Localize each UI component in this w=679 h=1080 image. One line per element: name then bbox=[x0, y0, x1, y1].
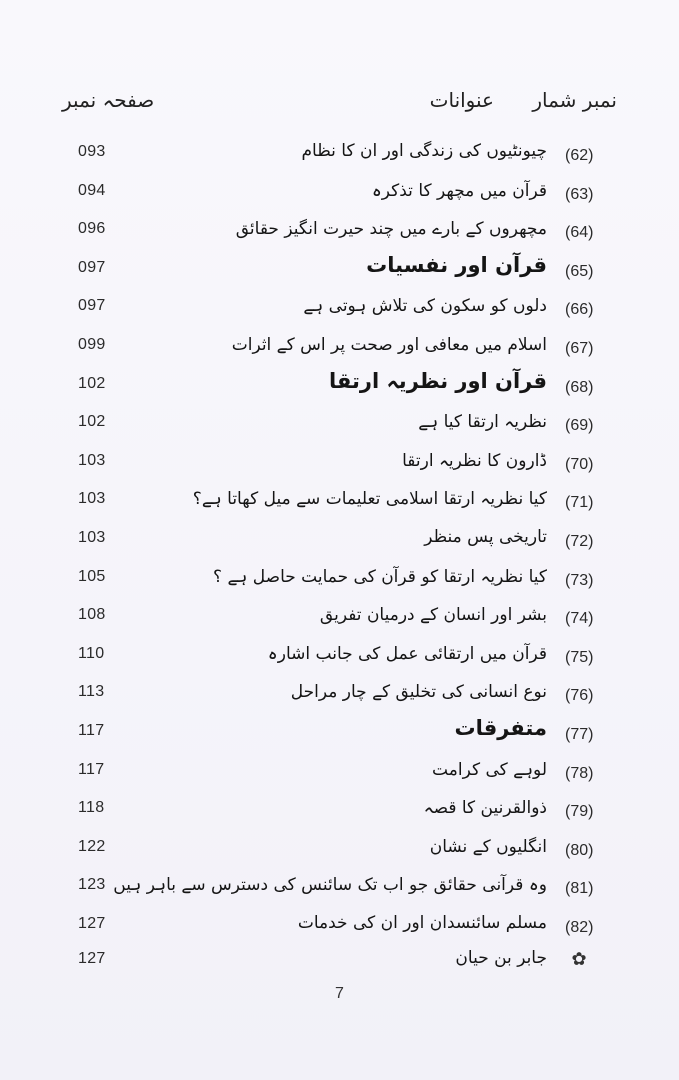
header-titles: عنوانات bbox=[429, 88, 494, 112]
toc-serial-number: (78) bbox=[565, 764, 594, 782]
toc-page-number: 096 bbox=[78, 220, 106, 238]
toc-page-number: 102 bbox=[78, 374, 106, 392]
toc-title: کیا نظریہ ارتقا کو قرآن کی حمایت حاصل ہے ؟ bbox=[213, 566, 547, 587]
toc-page-number: 103 bbox=[78, 529, 106, 546]
toc-serial-number: (81) bbox=[565, 880, 594, 898]
toc-serial-number: (71) bbox=[565, 494, 594, 512]
sub-entry-row bbox=[0, 950, 679, 988]
toc-serial-number: (76) bbox=[565, 687, 594, 705]
sub-entry-title: جابر بن حیان bbox=[455, 948, 547, 968]
toc-page-number: 127 bbox=[78, 915, 106, 932]
toc-row bbox=[0, 876, 679, 914]
toc-section-title: قرآن اور نفسیات bbox=[366, 252, 547, 277]
toc-page-number: 110 bbox=[78, 644, 105, 662]
toc-row bbox=[0, 182, 679, 220]
toc-serial-number: (73) bbox=[565, 571, 594, 589]
toc-title: نوع انسانی کی تخلیق کے چار مراحل bbox=[290, 682, 547, 703]
toc-title: کیا نظریہ ارتقا اسلامی تعلیمات سے میل کھاتا ہے؟ bbox=[192, 489, 547, 510]
toc-title: مسلم سائنسدان اور ان کی خدمات bbox=[297, 913, 547, 933]
toc-row bbox=[0, 716, 679, 760]
toc-row bbox=[0, 761, 679, 799]
toc-title: دلوں کو سکون کی تلاش ہوتی ہے bbox=[303, 296, 547, 317]
toc-serial-number: (70) bbox=[565, 455, 594, 473]
toc-row bbox=[0, 368, 679, 413]
toc-title: ڈارون کا نظریہ ارتقا bbox=[402, 450, 547, 471]
toc-page-number: 122 bbox=[78, 837, 106, 855]
toc-title: وہ قرآنی حقائق جو اب تک سائنس کی دسترس سے باہر ہیں bbox=[113, 875, 547, 896]
toc-row bbox=[0, 838, 679, 876]
toc-page-number: 103 bbox=[78, 490, 106, 508]
toc-serial-number: (75) bbox=[565, 648, 594, 666]
toc-serial-number: (82) bbox=[565, 919, 594, 936]
toc-page-number: 099 bbox=[78, 336, 106, 353]
toc-page-number: 094 bbox=[78, 181, 106, 199]
toc-page-number: 108 bbox=[78, 606, 106, 624]
toc-serial-number: (77) bbox=[565, 726, 594, 743]
toc-page-number: 117 bbox=[78, 722, 105, 739]
toc-page-number: 102 bbox=[78, 413, 106, 431]
toc-row bbox=[0, 645, 679, 683]
toc-serial-number: (67) bbox=[565, 340, 594, 357]
toc-page-number: 093 bbox=[78, 143, 106, 160]
toc-title: لوہے کی کرامت bbox=[432, 759, 547, 780]
toc-page-number: 103 bbox=[78, 451, 106, 469]
header-page: صفحہ نمبر bbox=[62, 88, 155, 112]
toc-title: قرآن میں ارتقائی عمل کی جانب اشارہ bbox=[267, 643, 547, 664]
toc-row bbox=[0, 683, 679, 721]
toc-title: نظریہ ارتقا کیا ہے bbox=[418, 412, 547, 433]
flower-star-icon: ✿ bbox=[571, 949, 587, 970]
toc-serial-number: (79) bbox=[565, 803, 594, 821]
toc-row bbox=[0, 413, 679, 451]
toc-row bbox=[0, 220, 679, 258]
toc-row bbox=[0, 529, 679, 567]
toc-serial-number: (66) bbox=[565, 301, 594, 319]
toc-serial-number: (74) bbox=[565, 610, 594, 628]
toc-row bbox=[0, 252, 679, 297]
toc-title: بشر اور انسان کے درمیان تفریق bbox=[319, 605, 547, 626]
toc-row bbox=[0, 799, 679, 837]
toc-serial-number: (68) bbox=[565, 378, 594, 396]
toc-title: مچھروں کے بارے میں چند حیرت انگیز حقائق bbox=[235, 219, 547, 240]
toc-title: قرآن میں مچھر کا تذکرہ bbox=[371, 180, 547, 201]
toc-row bbox=[0, 568, 679, 606]
toc-row bbox=[0, 915, 679, 953]
toc-section-title: متفرقات bbox=[454, 716, 547, 740]
toc-serial-number: (72) bbox=[565, 533, 594, 550]
toc-row bbox=[0, 143, 679, 181]
toc-page-number: 118 bbox=[78, 799, 105, 817]
toc-row bbox=[0, 490, 679, 528]
sub-entry-page: 127 bbox=[78, 950, 106, 967]
toc-title: ذوالقرنین کا قصہ bbox=[423, 798, 547, 819]
toc-title: چیونٹیوں کی زندگی اور ان کا نظام bbox=[301, 141, 547, 161]
toc-serial-number: (69) bbox=[565, 417, 594, 435]
toc-page-number: 117 bbox=[78, 760, 105, 778]
toc-title: اسلام میں معافی اور صحت پر اس کے اثرات bbox=[231, 335, 547, 355]
toc-page-number: 123 bbox=[78, 876, 106, 894]
header-number: نمبر شمار bbox=[532, 88, 617, 112]
toc-title: انگلیوں کے نشان bbox=[429, 836, 547, 857]
toc-title: تاریخی پس منظر bbox=[424, 527, 547, 547]
toc-page-number: 097 bbox=[78, 297, 106, 315]
toc-row bbox=[0, 452, 679, 490]
toc-section-title: قرآن اور نظریہ ارتقا bbox=[329, 368, 547, 393]
toc-serial-number: (63) bbox=[565, 185, 594, 203]
toc-row bbox=[0, 297, 679, 335]
toc-serial-number: (65) bbox=[565, 262, 594, 280]
toc-page-number: 113 bbox=[78, 683, 105, 701]
toc-page-number: 105 bbox=[78, 567, 106, 585]
toc-serial-number: (80) bbox=[565, 841, 594, 859]
toc-serial-number: (62) bbox=[565, 147, 594, 164]
toc-serial-number: (64) bbox=[565, 224, 594, 242]
toc-row bbox=[0, 606, 679, 644]
toc-page-number: 097 bbox=[78, 258, 106, 276]
page-number: 7 bbox=[335, 985, 344, 1002]
